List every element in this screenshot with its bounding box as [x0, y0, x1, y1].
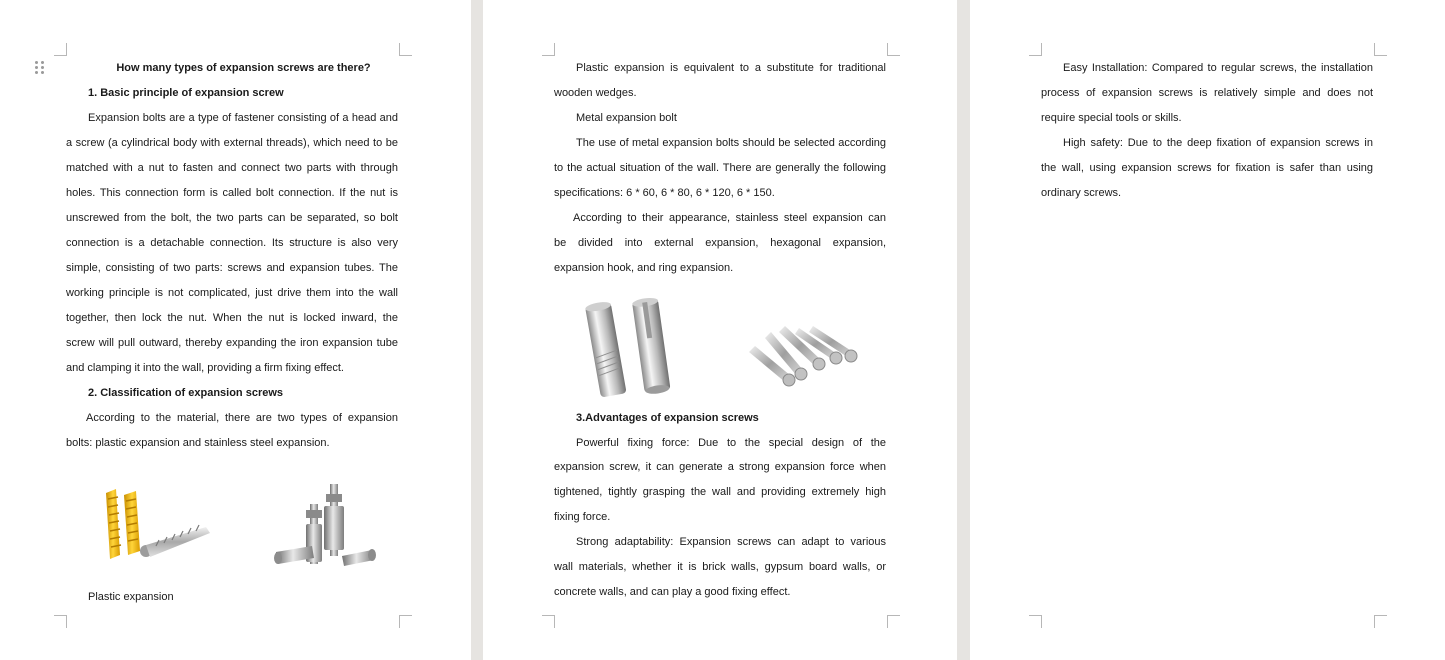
document-page-2[interactable]: [483, 0, 957, 660]
paragraph-line: expansion hook, and ring expansion.: [554, 262, 734, 274]
image-caption: Plastic expansion: [88, 591, 174, 603]
paragraph-line: a screw (a cylindrical body with external threads), which need to be: [66, 137, 398, 149]
margin-marker-top-left: [1029, 43, 1042, 56]
paragraph-line: simple, consisting of two parts: screws and expansion tubes. The: [66, 262, 398, 274]
paragraph-line: unscrewed from the bolt, the two parts can be separated, so bolt: [66, 212, 398, 224]
paragraph-line: According to the material, there are two types of expansion: [86, 412, 398, 424]
paragraph-line: holes. This connection form is called bolt connection. If the nut is: [66, 187, 398, 199]
paragraph-line: Easy Installation: Compared to regular screws, the installation: [1063, 62, 1373, 74]
section-heading-1: 1. Basic principle of expansion screw: [88, 87, 284, 99]
paragraph-line: and clamping it into the wall, providing a firm fixing effect.: [66, 362, 344, 374]
drag-handle-icon[interactable]: [35, 61, 45, 75]
paragraph-line: Powerful fixing force: Due to the special design of the: [576, 437, 886, 449]
paragraph-line: process of expansion screws is relatively simple and does not: [1041, 87, 1373, 99]
paragraph-line: wooden wedges.: [554, 87, 637, 99]
paragraph-line: According to their appearance, stainless steel expansion can: [573, 212, 886, 224]
margin-marker-bottom-left: [54, 615, 67, 628]
document-page-3[interactable]: [970, 0, 1445, 660]
paragraph-line: screw will pull outward, thereby expanding the iron expansion tube: [66, 337, 398, 349]
paragraph-line: ordinary screws.: [1041, 187, 1122, 199]
plastic-anchor-image[interactable]: [96, 485, 216, 567]
margin-marker-top-left: [542, 43, 555, 56]
margin-marker-bottom-left: [1029, 615, 1042, 628]
paragraph-line: fixing force.: [554, 511, 611, 523]
paragraph-line: working principle is not complicated, just drive them into the wall: [66, 287, 398, 299]
section-heading-2: 2. Classification of expansion screws: [88, 387, 284, 399]
document-title: How many types of expansion screws are there?: [116, 62, 371, 74]
paragraph-line: tightened, tightly grasping the wall and providing extremely high: [554, 486, 886, 498]
margin-marker-top-right: [1374, 43, 1387, 56]
margin-marker-bottom-right: [1374, 615, 1387, 628]
paragraph-line: be divided into external expansion, hexagonal expansion,: [554, 237, 886, 249]
paragraph-line: High safety: Due to the deep fixation of expansion screws in: [1063, 137, 1373, 149]
paragraph-line: matched with a nut to fasten and connect two parts with through: [66, 162, 398, 174]
paragraph-line: Plastic expansion is equivalent to a substitute for traditional: [576, 62, 886, 74]
paragraph-line: to the actual situation of the wall. There are generally the following: [554, 162, 886, 174]
paragraph-line: expansion screw, it can generate a strong expansion force when: [554, 461, 886, 473]
document-page-1[interactable]: [0, 0, 471, 660]
paragraph-line: The use of metal expansion bolts should be selected according: [576, 137, 886, 149]
paragraph-line: the wall, using expansion screws for fixation is safer than using: [1041, 162, 1373, 174]
sleeve-anchor-image[interactable]: [741, 290, 865, 396]
paragraph-line: require special tools or skills.: [1041, 112, 1182, 124]
margin-marker-top-right: [887, 43, 900, 56]
paragraph-line: concrete walls, and can play a good fixing effect.: [554, 586, 791, 598]
paragraph-line: together, then lock the nut. When the nut is locked inward, the: [66, 312, 398, 324]
paragraph-line: Metal expansion bolt: [576, 112, 677, 124]
stainless-anchor-image[interactable]: [581, 296, 683, 400]
paragraph-line: Strong adaptability: Expansion screws can adapt to various: [576, 536, 886, 548]
margin-marker-bottom-right: [887, 615, 900, 628]
margin-marker-top-left: [54, 43, 67, 56]
margin-marker-top-right: [399, 43, 412, 56]
metal-expansion-bolt-image[interactable]: [272, 480, 378, 572]
paragraph-line: connection is a detachable connection. Its structure is also very: [66, 237, 398, 249]
paragraph-line: specifications: 6 * 60, 6 * 80, 6 * 120, 6 * 150.: [554, 187, 775, 199]
paragraph-line: bolts: plastic expansion and stainless steel expansion.: [66, 437, 330, 449]
margin-marker-bottom-right: [399, 615, 412, 628]
paragraph-line: wall materials, whether it is brick walls, gypsum board walls, or: [554, 561, 886, 573]
paragraph-line: Expansion bolts are a type of fastener consisting of a head and: [88, 112, 398, 124]
section-heading-3: 3.Advantages of expansion screws: [576, 412, 759, 424]
margin-marker-bottom-left: [542, 615, 555, 628]
